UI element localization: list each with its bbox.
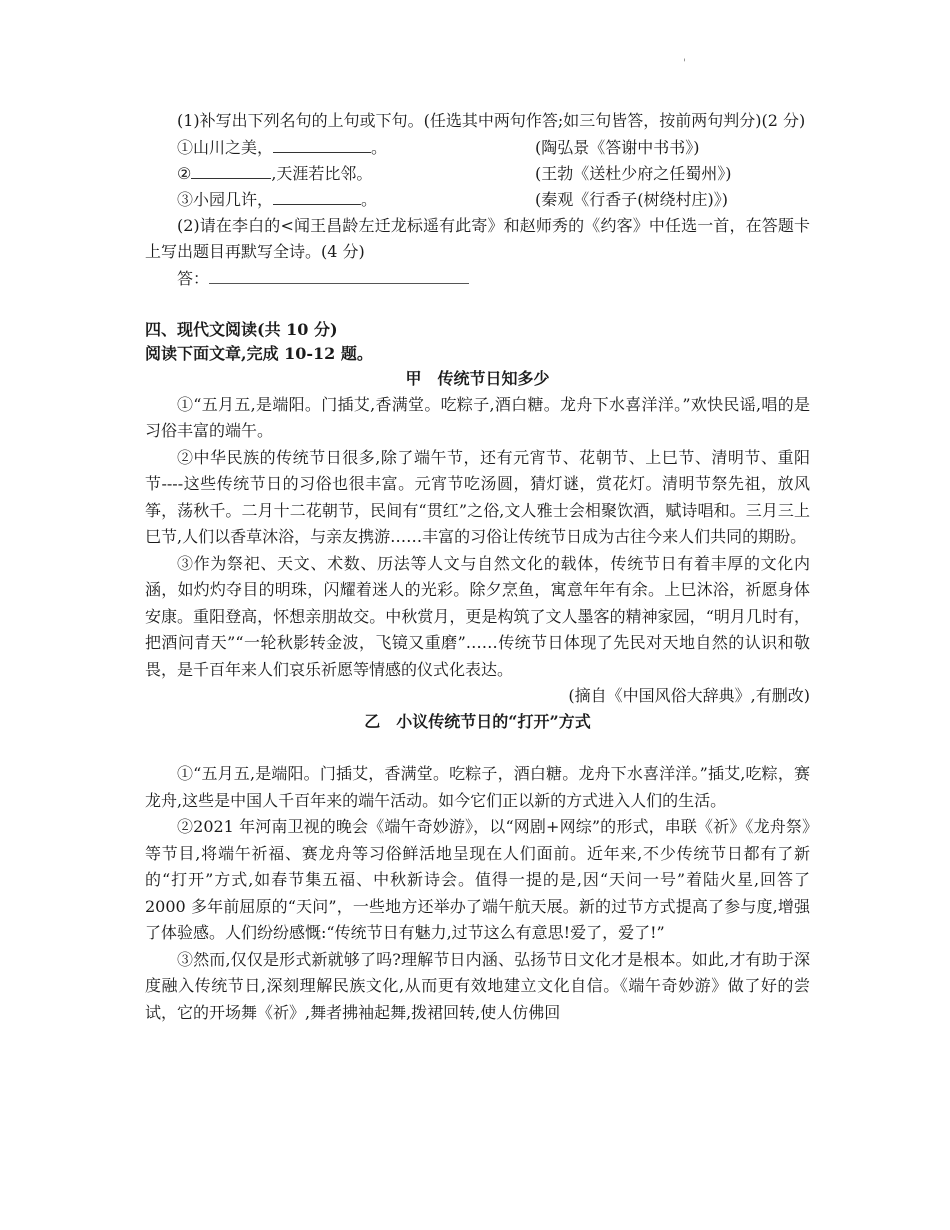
article-1-paragraph-1: ①“五月五,是端阳。门插艾,香满堂。吃粽子,酒白糖。龙舟下水喜洋洋。”欢快民谣,唱的是习俗丰富的端午。 <box>145 394 810 440</box>
fill-row-1-source: (陶弘景《答谢中书书》) <box>535 137 700 157</box>
article-1-paragraph-2: ②中华民族的传统节日很多,除了端午节，还有元宵节、花朝节、上巳节、清明节、重阳节----这些传统节日的习俗也很丰富。元宵节吃汤圆，猜灯谜，赏花灯。清明节祭先祖，放风筝，荡秋千。二月十二花朝节，民间有“贯红”之俗,文人雅士会相聚饮酒，赋诗唱和。三月三上巳节,人们以香草沐浴，与亲友携游……丰富的习俗让传统节日成为古往今来人们共同的期盼。 <box>145 447 810 546</box>
article-2-paragraph-1: ①“五月五,是端阳。门插艾，香满堂。吃粽子，酒白糖。龙舟下水喜洋洋。”插艾,吃粽，赛龙舟,这些是中国人千百年来的端午活动。如今它们正以新的方式进入人们的生活。 <box>145 764 810 810</box>
article-2-paragraph-2: ②2021 年河南卫视的晚会《端午奇妙游》，以“网剧+网综”的形式，串联《祈》《龙舟祭》等节目,将端午祈福、赛龙舟等习俗鲜活地呈现在人们面前。近年来,不少传统节日都有了新的“打开”方式,如春节集五福、中秋新诗会。值得一提的是,因“天问一号”着陆火星,回答了 2000 多年前屈原的“天问”，一些地方还举办了端午航天展。新的过节方式提高了参与度,增强了体验感。人们纷纷感慨:“传统节日有魅力,过节这么有意思!爱了，爱了!” <box>145 817 810 942</box>
fill-row-3-after: 。 <box>361 189 378 209</box>
question-9-1-intro: (1)补写出下列名句的上句或下句。(任选其中两句作答;如三句皆答，按前两句判分)(2 分) <box>177 111 806 130</box>
fill-blank-2[interactable] <box>191 161 271 179</box>
answer-row <box>145 266 810 292</box>
article-1-title: 甲 传统节日知多少 <box>405 368 550 388</box>
fill-blank-1[interactable] <box>273 135 371 153</box>
answer-blank[interactable] <box>209 267 469 284</box>
page-corner-mark: ' <box>683 58 686 69</box>
fill-row-3-before: ③小园几许， <box>177 189 274 209</box>
article-2-title: 乙 小议传统节日的“打开”方式 <box>364 712 591 731</box>
article-2-paragraph-3: ③然而,仅仅是形式新就够了吗?理解节日内涵、弘扬节日文化才是根本。如此,才有助于深度融入传统节日,深刻理解民族文化,从而更有效地建立文化自信。《端午奇妙游》做了好的尝试，它的开场舞《祈》,舞者拂袖起舞,拨裙回转,使人仿佛回 <box>145 949 810 1022</box>
fill-row-3 <box>145 187 810 213</box>
answer-label: 答： <box>177 268 210 288</box>
section-4-instruction: 阅读下面文章,完成 10-12 题。 <box>145 343 373 363</box>
exam-page <box>145 108 810 1026</box>
fill-row-2-before: ② <box>177 163 192 183</box>
fill-row-2-after: ,天涯若比邻。 <box>271 163 373 183</box>
article-1-paragraph-3: ③作为祭祀、天文、术数、历法等人文与自然文化的载体，传统节日有着丰厚的文化内涵，如灼灼夺目的明珠，闪耀着迷人的光彩。除夕烹鱼，寓意年年有余。上巳沐浴，祈愿身体安康。重阳登高，怀想亲朋故交。中秋赏月，更是构筑了文人墨客的精神家园，“明月几时有，把酒问青天”“一轮秋影转金波，飞镜又重磨”……传统节日体现了先民对天地自然的认识和敬畏，是千百年来人们哀乐祈愿等情感的仪式化表达。 <box>145 553 810 679</box>
fill-row-2-source: (王勃《送杜少府之任蜀州》) <box>535 163 732 183</box>
fill-row-2 <box>145 161 810 187</box>
question-9-2: (2)请在李白的<闻王昌龄左迁龙标遥有此寄》和赵师秀的《约客》中任选一首，在答题卡上写出题目再默写全诗。(4 分) <box>145 215 810 261</box>
fill-blank-3[interactable] <box>273 187 361 205</box>
article-1-source: (摘自《中国风俗大辞典》,有删改) <box>568 686 810 705</box>
fill-row-1 <box>145 135 810 161</box>
fill-row-1-after: 。 <box>371 137 388 157</box>
section-4-heading: 四、现代文阅读(共 10 分) <box>145 319 338 339</box>
fill-row-1-before: ①山川之美， <box>177 137 274 157</box>
fill-row-3-source: (秦观《行香子(树绕村庄)》) <box>535 189 728 209</box>
